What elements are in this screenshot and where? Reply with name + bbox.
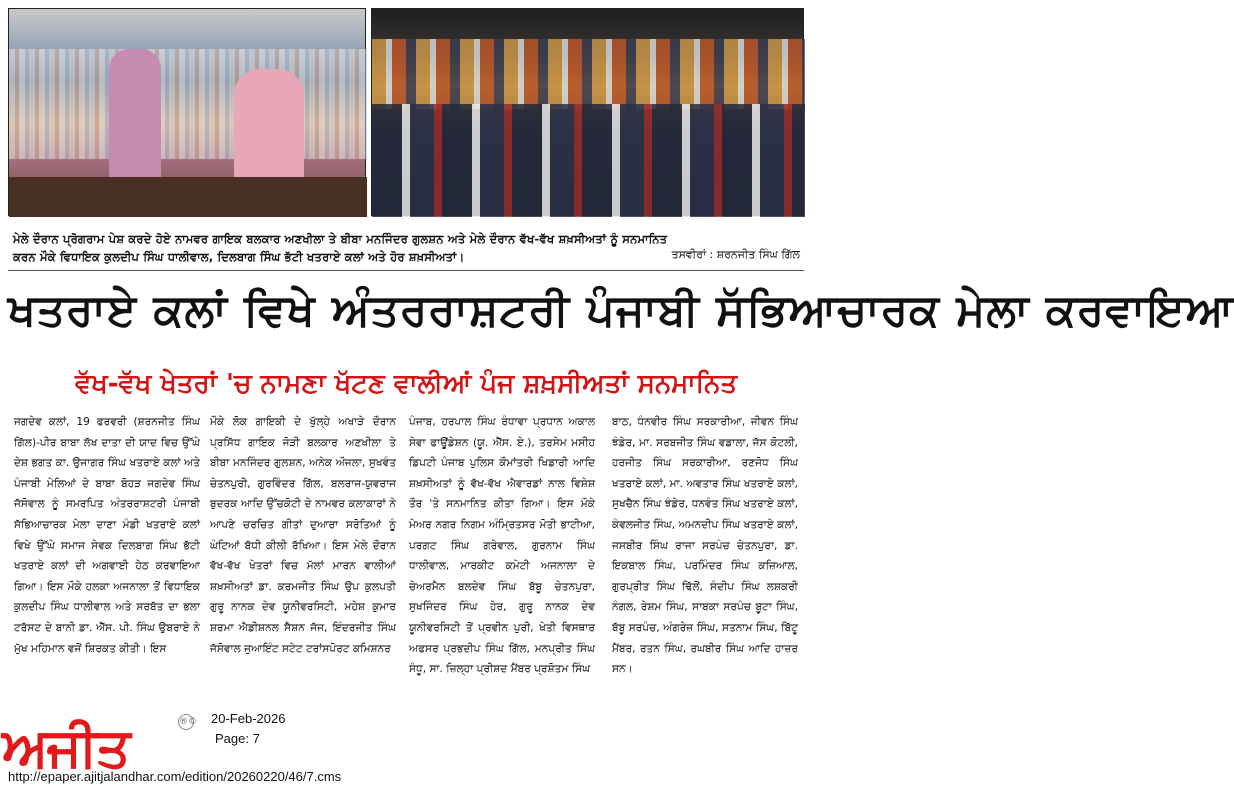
headline: ਖਤਰਾਏ ਕਲਾਂ ਵਿਖੇ ਅੰਤਰਰਾਸ਼ਟਰੀ ਪੰਜਾਬੀ ਸੱਭਿਆਚਾਰਕ ਮੇਲਾ ਕਰਵਾਇਆ bbox=[8, 285, 1234, 336]
article-column-3: ਪੰਜਾਬ, ਹਰਪਾਲ ਸਿੰਘ ਰੰਧਾਵਾ ਪ੍ਰਧਾਨ ਅਕਾਲ ਸੇਵਾ ਫਾਊਂਡੇਸ਼ਨ (ਯੂ. ਐੱਸ. ਏ.), ਤਰਸੇਮ ਮਸੀਹ ਡਿਪਟੀ ਪੰਜਾਬ ਪੁਲਿਸ ਕੌਮਾਂਤਰੀ ਖਿਡਾਰੀ ਆਦਿ ਸ਼ਖ਼ਸੀਅਤਾਂ ਨੂੰ ਵੱਖ-ਵੱਖ ਐਵਾਰਡਾਂ ਨਾਲ ਵਿਸ਼ੇਸ਼ ਤੌਰ 'ਤੇ ਸਨਮਾਨਿਤ ਕੀਤਾ ਗਿਆ। ਇਸ ਮੌਕੇ ਮੇਅਰ ਨਗਰ ਨਿਗਮ ਅੰਮ੍ਰਿਤਸਰ ਮੋਤੀ ਭਾਟੀਆ, ਪਰਗਟ ਸਿੰਘ ਗਰੇਵਾਲ, ਗੁਰਨਾਮ ਸਿੰਘ ਧਾਲੀਵਾਲ, ਮਾਰਕੀਟ ਕਮੇਟੀ ਅਜਨਾਲਾ ਦੇ ਚੇਅਰਮੈਨ ਬਲਦੇਵ ਸਿੰਘ ਬੱਬੂ ਚੇਤਨਪੁਰਾ, ਸੁਖਜਿੰਦਰ ਸਿੰਘ ਹੇਰ, ਗੁਰੂ ਨਾਨਕ ਦੇਵ ਯੂਨੀਵਰਸਿਟੀ ਤੋਂ ਪ੍ਰਵੀਨ ਪੁਰੀ, ਖੇਤੀ ਵਿਸਥਾਰ ਅਫਸਰ ਪ੍ਰਭਦੀਪ ਸਿੰਘ ਗਿੱਲ, ਮਨਪ੍ਰੀਤ ਸਿੰਘ ਸੰਧੂ, ਸਾ. ਜ਼ਿਲ੍ਹਾ ਪ੍ਰੀਸ਼ਦ ਮੈਂਬਰ ਪ੍ਰਸ਼ੋਤਮ ਸਿੰਘ bbox=[409, 416, 595, 676]
article-body bbox=[14, 412, 800, 708]
article-column-4: ਬਾਠ, ਧੰਨਵੀਰ ਸਿੰਘ ਸਰਕਾਰੀਆ, ਜੀਵਨ ਸਿੰਘ ਝੰਡੇਰ, ਮਾ. ਸਰਬਜੀਤ ਸਿੰਘ ਵਡਾਲਾ, ਜੱਸ ਕੋਟਲੀ, ਹਰਜੀਤ ਸਿੰਘ ਸਰਕਾਰੀਆ, ਰਣਜੋਧ ਸਿੰਘ ਖਤਰਾਏ ਕਲਾਂ, ਮਾ. ਅਵਤਾਰ ਸਿੰਘ ਖਤਰਾਏ ਕਲਾਂ, ਸੁਖਚੈਨ ਸਿੰਘ ਝੰਡੇਰ, ਧਨਵੰਤ ਸਿੰਘ ਖਤਰਾਏ ਕਲਾਂ, ਕੰਵਲਜੀਤ ਸਿੰਘ, ਅਮਨਦੀਪ ਸਿੰਘ ਖਤਰਾਏ ਕਲਾਂ, ਜਸਬੀਰ ਸਿੰਘ ਰਾਜਾ ਸਰਪੰਚ ਚੇਤਨਪੁਰਾ, ਡਾ. ਇਕਬਾਲ ਸਿੰਘ, ਪਰਮਿੰਦਰ ਸਿੰਘ ਕਜ਼ਿਆਲ, ਗੁਰਪ੍ਰੀਤ ਸਿੰਘ ਢਿੱਲੋਂ, ਸੰਦੀਪ ਸਿੰਘ ਲਸ਼ਕਰੀ ਨੰਗਲ, ਰੇਸ਼ਮ ਸਿੰਘ, ਸਾਬਕਾ ਸਰਪੰਚ ਬੂਟਾ ਸਿੰਘ, ਬੱਬੂ ਸਰਪੰਚ, ਅੰਗਰੇਜ਼ ਸਿੰਘ, ਸਤਨਾਮ ਸਿੰਘ, ਬਿੱਟੂ ਮੈਂਬਰ, ਰਤਨ ਸਿੰਘ, ਰਘਬੀਰ ਸਿੰਘ ਆਦਿ ਹਾਜ਼ਰ ਸਨ। bbox=[612, 416, 798, 676]
trademark-mark: ®© bbox=[178, 714, 194, 730]
page-number: Page: 7 bbox=[215, 731, 260, 746]
subheadline: ਵੱਖ-ਵੱਖ ਖੇਤਰਾਂ 'ਚ ਨਾਮਣਾ ਖੱਟਣ ਵਾਲੀਆਂ ਪੰਜ ਸ਼ਖ਼ਸੀਅਤਾਂ ਸਨਮਾਨਿਤ bbox=[75, 369, 737, 399]
photo-back-row bbox=[372, 39, 805, 109]
photo-audience-area bbox=[9, 49, 367, 159]
caption-line-2: ਕਰਨ ਮੌਕੇ ਵਿਧਾਇਕ ਕੁਲਦੀਪ ਸਿੰਘ ਧਾਲੀਵਾਲ, ਦਿਲਬਾਗ ਸਿੰਘ ਭੱਟੀ ਖਤਰਾਏ ਕਲਾਂ ਅਤੇ ਹੋਰ ਸ਼ਖ਼ਸੀਅਤਾਂ। bbox=[13, 250, 465, 264]
edition-date: 20-Feb-2026 bbox=[211, 711, 286, 726]
ajit-logo: ਅਜੀਤ bbox=[2, 715, 129, 779]
photo-credit: ਤਸਵੀਰਾਂ : ਸ਼ਰਨਜੀਤ ਸਿੰਘ ਗਿੱਲ bbox=[671, 248, 800, 261]
photo-front-row bbox=[372, 104, 805, 217]
source-url[interactable]: http://epaper.ajitjalandhar.com/edition/20260220/46/7.cms bbox=[8, 769, 342, 784]
stage-performance-photo bbox=[8, 8, 366, 216]
article-column-1: ਜਗਦੇਵ ਕਲਾਂ, 19 ਫਰਵਰੀ (ਸ਼ਰਨਜੀਤ ਸਿੰਘ ਗਿੱਲ)-ਪੀਰ ਬਾਬਾ ਲੱਖ ਦਾਤਾ ਦੀ ਯਾਦ ਵਿਚ ਉੱਘੇ ਦੇਸ਼ ਭਗਤ ਕਾ. ਉਜਾਗਰ ਸਿੰਘ ਖਤਰਾਏ ਕਲਾਂ ਅਤੇ ਪੰਜਾਬੀ ਮੇਲਿਆਂ ਦੇ ਬਾਬਾ ਬੋਹੜ ਜਗਦੇਵ ਸਿੰਘ ਜੱਸੋਵਾਲ ਨੂੰ ਸਮਰਪਿਤ ਅੰਤਰਰਾਸ਼ਟਰੀ ਪੰਜਾਬੀ ਸੱਭਿਆਚਾਰਕ ਮੇਲਾ ਦਾਣਾ ਮੰਡੀ ਖਤਰਾਏ ਕਲਾਂ ਵਿਖੇ ਉੱਘੇ ਸਮਾਜ ਸੇਵਕ ਦਿਲਬਾਗ ਸਿੰਘ ਭੱਟੀ ਖਤਰਾਏ ਕਲਾਂ ਦੀ ਅਗਵਾਈ ਹੇਠ ਕਰਵਾਇਆ ਗਿਆ। ਇਸ ਮੌਕੇ ਹਲਕਾ ਅਜਨਾਲਾ ਤੋਂ ਵਿਧਾਇਕ ਕੁਲਦੀਪ ਸਿੰਘ ਧਾਲੀਵਾਲ ਅਤੇ ਸਰਬੱਤ ਦਾ ਭਲਾ ਟਰੱਸਟ ਦੇ ਬਾਨੀ ਡਾ. ਐੱਸ. ਪੀ. ਸਿੰਘ ਉਬਰਾਏ ਨੇ ਮੁੱਖ ਮਹਿਮਾਨ ਵਜੋਂ ਸ਼ਿਰਕਤ ਕੀਤੀ। ਇਸ bbox=[14, 416, 200, 655]
photo-stage-floor bbox=[9, 177, 367, 217]
felicitation-group-photo bbox=[371, 8, 804, 216]
caption-line-1: ਮੇਲੇ ਦੌਰਾਨ ਪ੍ਰੋਗਰਾਮ ਪੇਸ਼ ਕਰਦੇ ਹੋਏ ਨਾਮਵਰ ਗਾਇਕ ਬਲਕਾਰ ਅਣਖੀਲਾ ਤੇ ਬੀਬਾ ਮਨਜਿੰਦਰ ਗੁਲਸ਼ਨ ਅਤੇ ਮੇਲੇ ਦੌਰਾਨ ਵੱਖ-ਵੱਖ ਸ਼ਖ਼ਸੀਅਤਾਂ ਨੂੰ ਸਨਮਾਨਿਤ bbox=[13, 232, 668, 246]
divider bbox=[8, 270, 804, 271]
article-column-2: ਮੌਕੇ ਲੋਕ ਗਾਇਕੀ ਦੇ ਖੁੱਲ੍ਹੇ ਅਖਾੜੇ ਦੌਰਾਨ ਪ੍ਰਸਿੱਧ ਗਾਇਕ ਜੋੜੀ ਬਲਕਾਰ ਅਣਖੀਲਾ ਤੇ ਬੀਬਾ ਮਨਜਿੰਦਰ ਗੁਲਸ਼ਨ, ਅਨੇਕ ਔਜਲਾ, ਸੁਖਵੰਤ ਚੇਤਨਪੁਰੀ, ਗੁਰਵਿੰਦਰ ਗਿੱਲ, ਬਲਰਾਜ-ਯੁਵਰਾਜ ਬੁਦਰਕ ਆਦਿ ਉੱਚਕੋਟੀ ਦੇ ਨਾਮਵਰ ਕਲਾਕਾਰਾਂ ਨੇ ਆਪਣੇ ਚਰਚਿਤ ਗੀਤਾਂ ਦੁਆਰਾ ਸਰੋਤਿਆਂ ਨੂੰ ਘੰਟਿਆਂ ਬੱਧੀ ਕੀਲੀ ਰੱਖਿਆ। ਇਸ ਮੇਲੇ ਦੌਰਾਨ ਵੱਖ-ਵੱਖ ਖੇਤਰਾਂ ਵਿਚ ਮੱਲਾਂ ਮਾਰਨ ਵਾਲੀਆਂ ਸ਼ਖ਼ਸੀਅਤਾਂ ਡਾ. ਕਰਮਜੀਤ ਸਿੰਘ ਉਪ ਕੁਲਪਤੀ ਗੁਰੂ ਨਾਨਕ ਦੇਵ ਯੂਨੀਵਰਸਿਟੀ, ਮਹੇਸ਼ ਕੁਮਾਰ ਸ਼ਰਮਾ ਐਡੀਸ਼ਨਲ ਸੈਸ਼ਨ ਜੱਜ, ਇੰਦਰਜੀਤ ਸਿੰਘ ਜੱਸੋਵਾਲ ਜੁਆਇੰਟ ਸਟੇਟ ਟਰਾਂਸਪੋਰਟ ਕਮਿਸ਼ਨਰ bbox=[210, 416, 396, 655]
